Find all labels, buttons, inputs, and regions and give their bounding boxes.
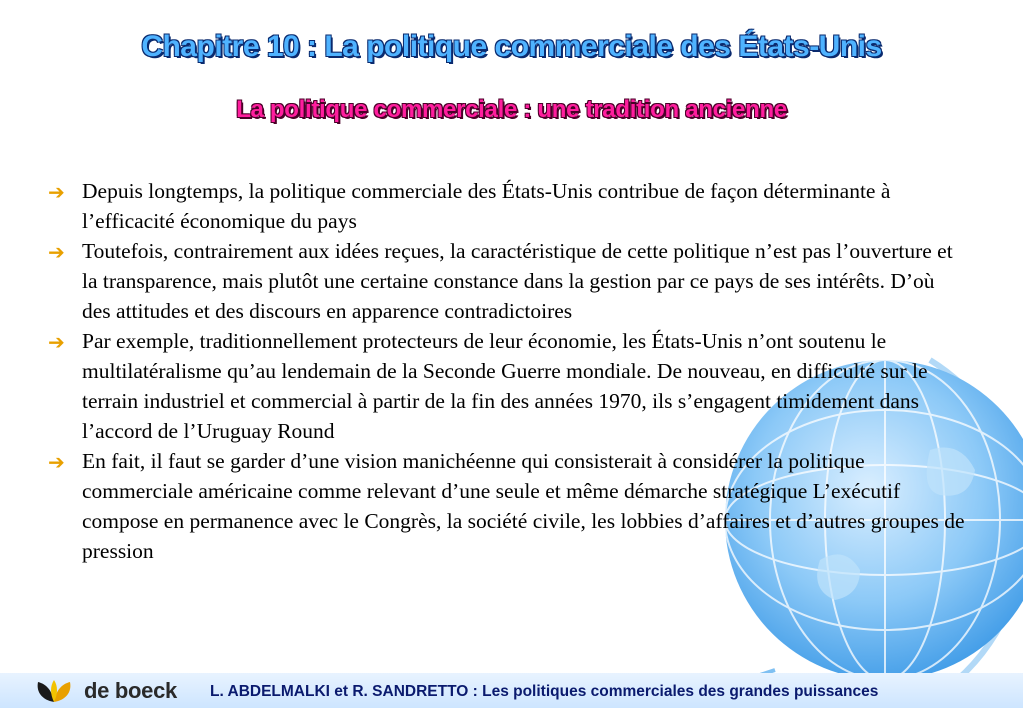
- arrow-right-icon: ➔: [48, 240, 65, 264]
- bullet-item: [46, 446, 966, 566]
- slide-subtitle: La politique commerciale : une tradition ancienne: [236, 96, 787, 123]
- logo-text: de boeck: [84, 678, 177, 703]
- arrow-right-icon: ➔: [48, 180, 65, 204]
- bullet-item: [46, 326, 966, 446]
- arrow-right-icon: ➔: [48, 330, 65, 354]
- bullet-text: Par exemple, traditionnellement protecteurs de leur économie, les États-Unis n’ont soutenu le multilatéralisme qu’au lendemain de la Seconde Guerre mondiale. De nouveau, en difficulté sur le terrain industriel et commercial à partir de la fin des années 1970, ils s’engagent timidement dans l’accord de l’Uruguay Round: [82, 329, 928, 443]
- bullet-text: Depuis longtemps, la politique commerciale des États-Unis contribue de façon déterminante à l’efficacité économique du pays: [82, 179, 891, 233]
- bullet-text: Toutefois, contrairement aux idées reçues, la caractéristique de cette politique n’est pas l’ouverture et la transparence, mais plutôt une certaine constance dans la gestion par ce pays de ses intérêts. D’où des attitudes et des discours en apparence contradictoires: [82, 239, 953, 323]
- slide-title: Chapitre 10 : La politique commerciale des États-Unis: [141, 30, 882, 63]
- arrow-right-icon: ➔: [48, 450, 65, 474]
- bullet-text: En fait, il faut se garder d’une vision manichéenne qui consisterait à considérer la politique commerciale américaine comme relevant d’une seule et même démarche stratégique L’exécutif compose en permanence avec le Congrès, la société civile, les lobbies d’affaires et d’autres groupes de pression: [82, 449, 965, 563]
- bullet-list: [46, 176, 966, 566]
- footer-credit: L. ABDELMALKI et R. SANDRETTO : Les politiques commerciales des grandes puissances: [210, 683, 879, 700]
- leaf-logo-icon: [32, 678, 76, 704]
- bullet-item: [46, 236, 966, 326]
- bullet-item: [46, 176, 966, 236]
- publisher-logo: [32, 677, 177, 705]
